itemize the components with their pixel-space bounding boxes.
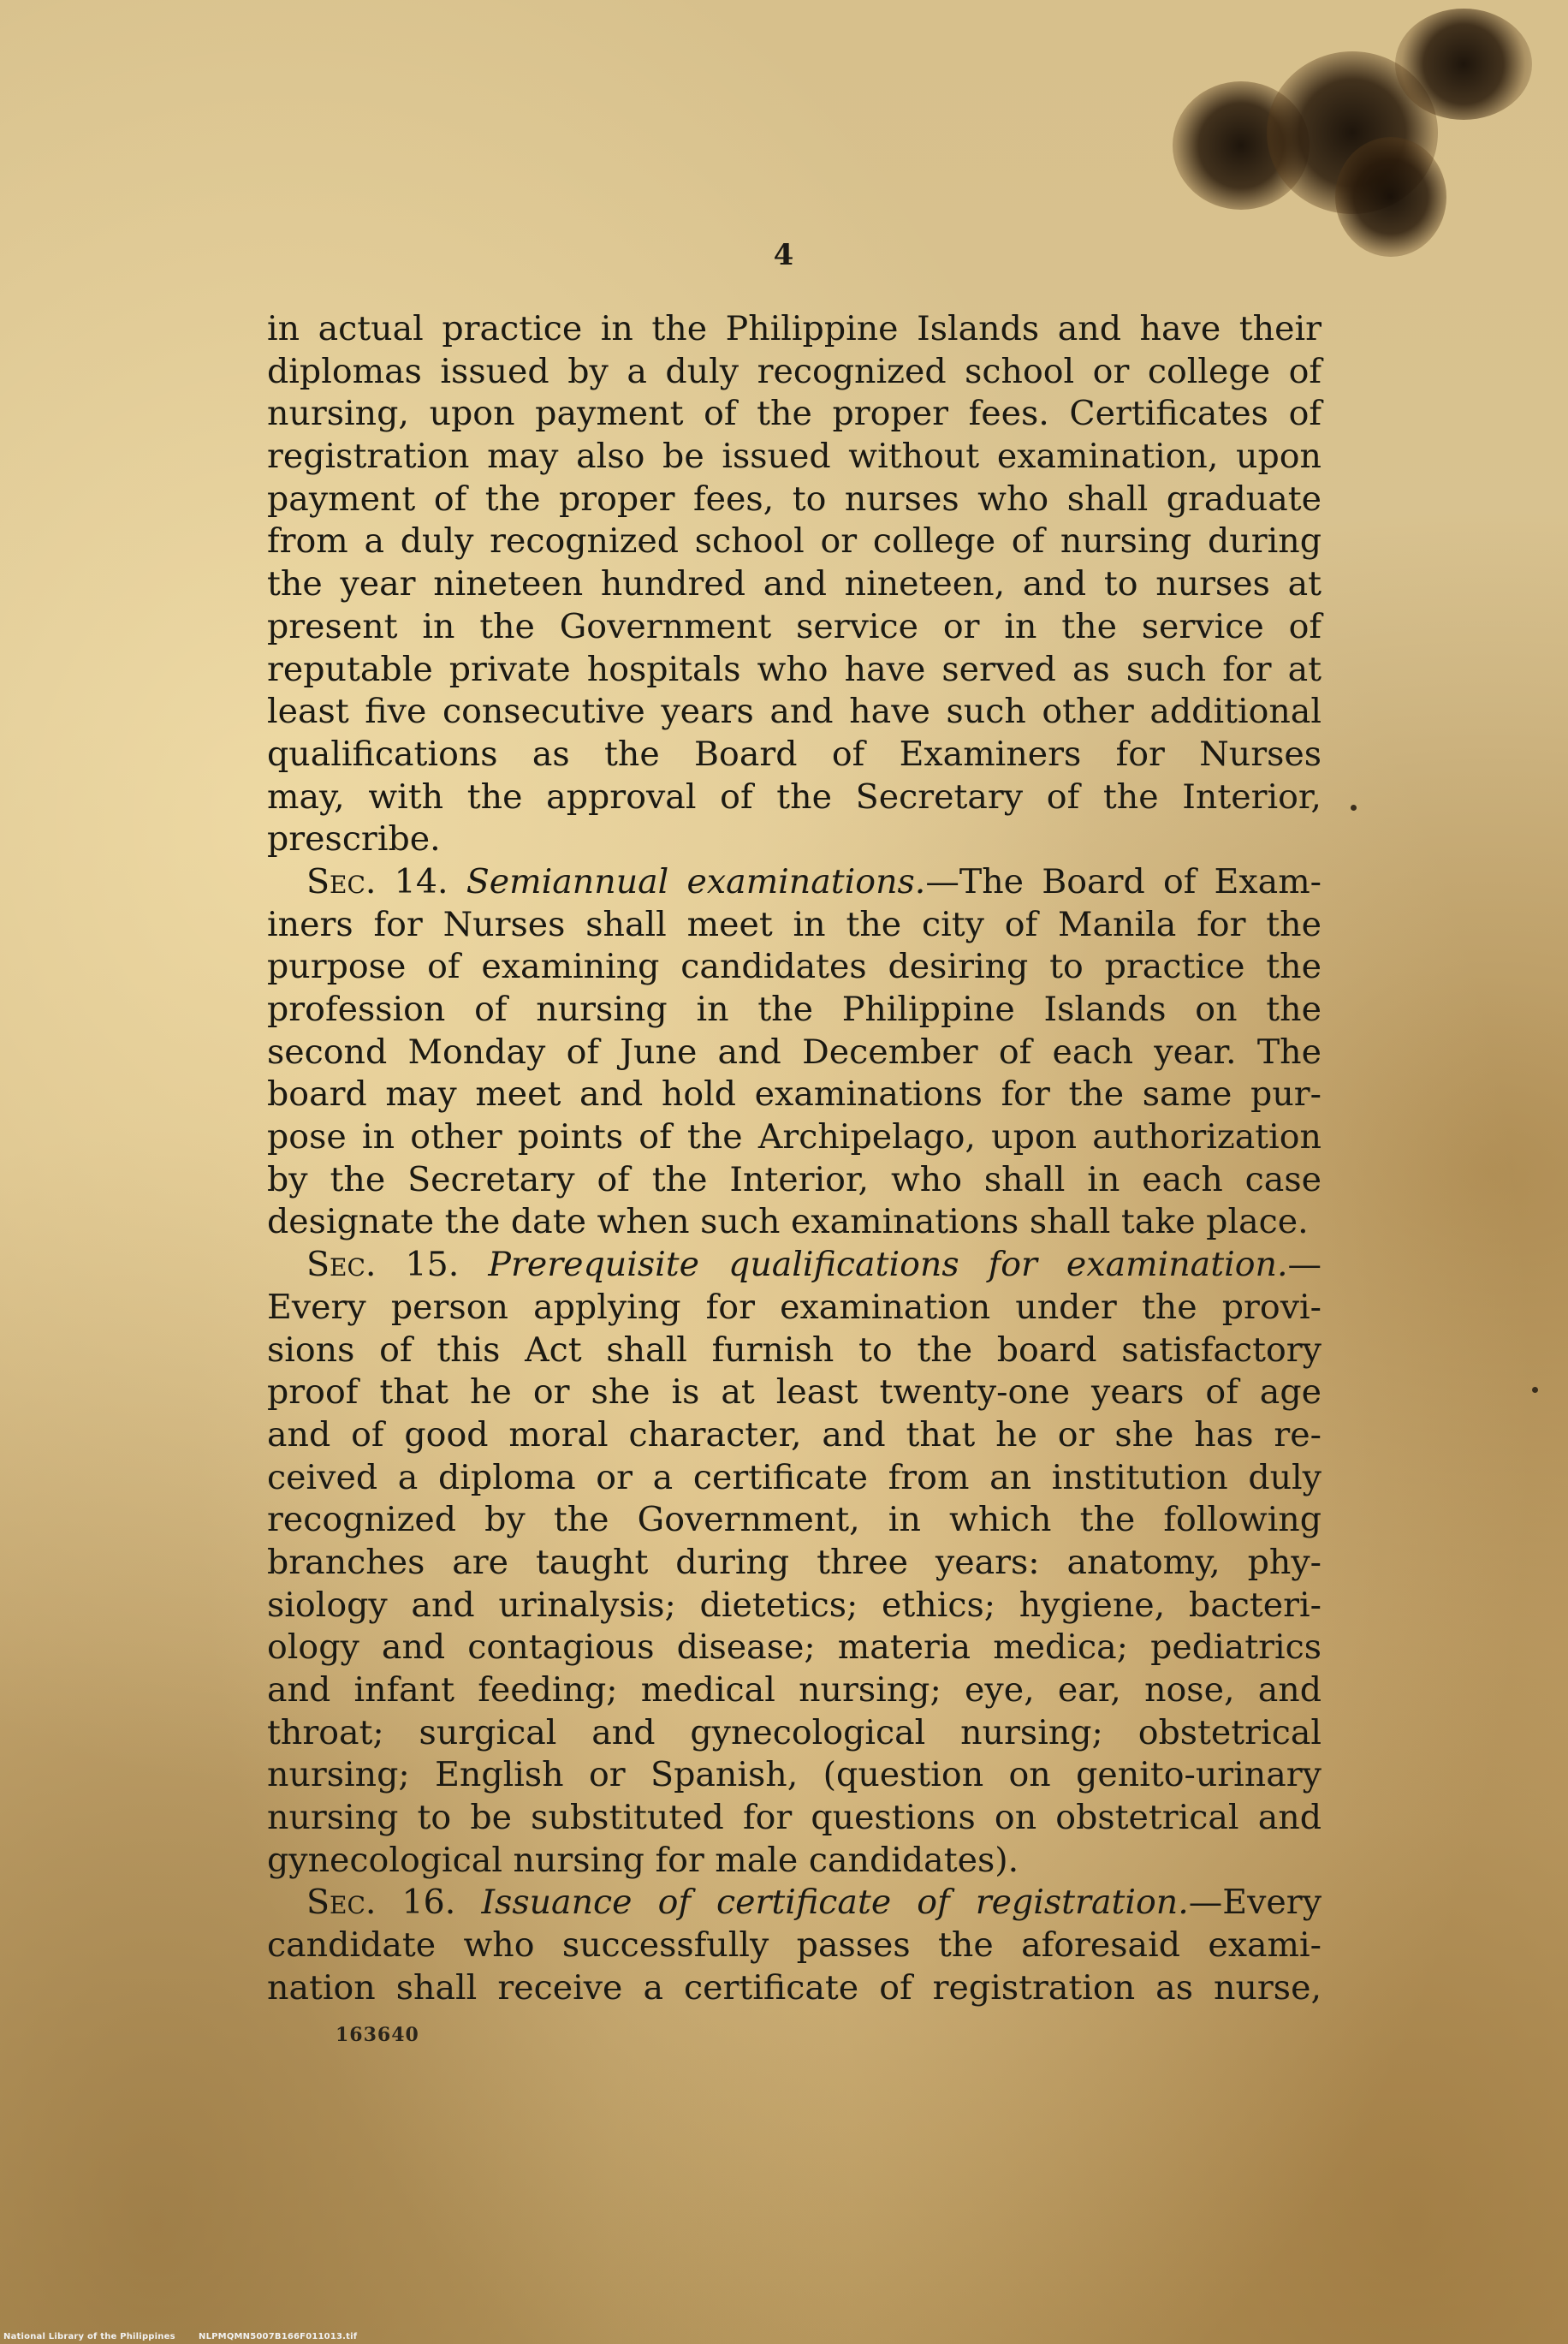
print-job-number: 163640	[336, 2024, 419, 2046]
text-line: in actual practice in the Philippine Islands and have their	[267, 309, 1322, 348]
text-line: least five consecutive years and have such other additional	[267, 692, 1322, 732]
text-line: purpose of examining candidates desiring to practice the	[267, 947, 1322, 987]
text-line: by the Secretary of the Interior, who shall in each case	[267, 1159, 1322, 1199]
text-line: reputable private hospitals who have served as such for at	[267, 649, 1322, 689]
text-line: designate the date when such examinations shall take place.	[267, 1202, 1309, 1242]
text-line: nursing; English or Spanish, (question on genito-urinary	[267, 1755, 1322, 1795]
text-line: and of good moral character, and that he or she has re-	[267, 1414, 1322, 1455]
section-label: Sec. 16.	[306, 1883, 456, 1923]
text-line: second Monday of June and December of each year. The	[267, 1032, 1322, 1072]
text-line: and infant feeding; medical nursing; eye, ear, nose, and	[267, 1670, 1322, 1710]
text-line: candidate who successfully passes the aforesaid exami-	[267, 1925, 1322, 1966]
text-line: recognized by the Government, in which the following	[267, 1500, 1322, 1540]
text-line: throat; surgical and gynecological nursing; obstetrical	[267, 1712, 1322, 1752]
text-line: nation shall receive a certificate of registration as nurse,	[267, 1967, 1322, 2008]
section-text: —The Board of Exam-	[925, 861, 1322, 901]
body-text	[267, 308, 1322, 2010]
section-label: Sec. 14.	[306, 861, 448, 901]
text-line: siology and urinalysis; dietetics; ethics; hygiene, bacteri-	[267, 1585, 1322, 1625]
ink-speck	[1532, 1387, 1538, 1393]
text-line: branches are taught during three years: anatomy, phy-	[267, 1542, 1322, 1582]
text-line: payment of the proper fees, to nurses who shall graduate	[267, 479, 1322, 519]
text-line: registration may also be issued without examination, upon	[267, 437, 1322, 477]
text-line: from a duly recognized school or college of nursing during	[267, 521, 1322, 562]
text-line: ology and contagious disease; materia medica; pediatrics	[267, 1627, 1322, 1668]
text-line: board may meet and hold examinations for the same pur-	[267, 1074, 1322, 1115]
text-line: may, with the approval of the Secretary of the Interior,	[267, 776, 1322, 817]
library-stamp: National Library of the Philippines	[3, 2332, 175, 2341]
section-14-heading-line	[267, 861, 1322, 904]
section-text: —Every	[1188, 1883, 1322, 1923]
text-line: nursing to be substituted for questions on obstetrical and	[267, 1798, 1322, 1838]
text-line: profession of nursing in the Philippine Islands on the	[267, 990, 1322, 1029]
text-line: pose in other points of the Archipelago, upon authorization	[267, 1117, 1322, 1157]
text-line: diplomas issued by a duly recognized school or college of	[267, 351, 1322, 391]
page-number: 4	[773, 238, 795, 272]
section-15-heading-line	[267, 1244, 1322, 1287]
section-heading: Prerequisite qualifications for examination.	[488, 1245, 1288, 1285]
ink-speck	[1351, 805, 1357, 811]
text-line: nursing, upon payment of the proper fees. Certificates of	[267, 394, 1322, 434]
section-heading: Semiannual examinations.	[466, 861, 926, 901]
burn-stain	[1395, 9, 1532, 120]
text-line: the year nineteen hundred and nineteen, and to nurses at	[267, 564, 1322, 604]
text-line: gynecological nursing for male candidates).	[267, 1840, 1019, 1880]
section-heading: Issuance of certificate of registration.	[481, 1883, 1189, 1923]
text-line: ceived a diploma or a certificate from an institution duly	[267, 1457, 1322, 1497]
section-label: Sec. 15.	[306, 1245, 460, 1285]
text-line: proof that he or she is at least twenty-one years of age	[267, 1372, 1322, 1413]
text-line: sions of this Act shall furnish to the board satisfactory	[267, 1330, 1322, 1370]
text-line: iners for Nurses shall meet in the city of Manila for the	[267, 904, 1322, 944]
text-line: prescribe.	[267, 819, 441, 860]
section-text: —	[1287, 1245, 1322, 1285]
text-line: present in the Government service or in the service of	[267, 606, 1322, 646]
file-name-stamp: NLPMQMN5007B166F011013.tif	[199, 2332, 358, 2341]
section-16-heading-line	[267, 1882, 1322, 1925]
text-line: qualifications as the Board of Examiners for Nurses	[267, 734, 1322, 774]
text-line: Every person applying for examination under the provi-	[267, 1287, 1322, 1327]
